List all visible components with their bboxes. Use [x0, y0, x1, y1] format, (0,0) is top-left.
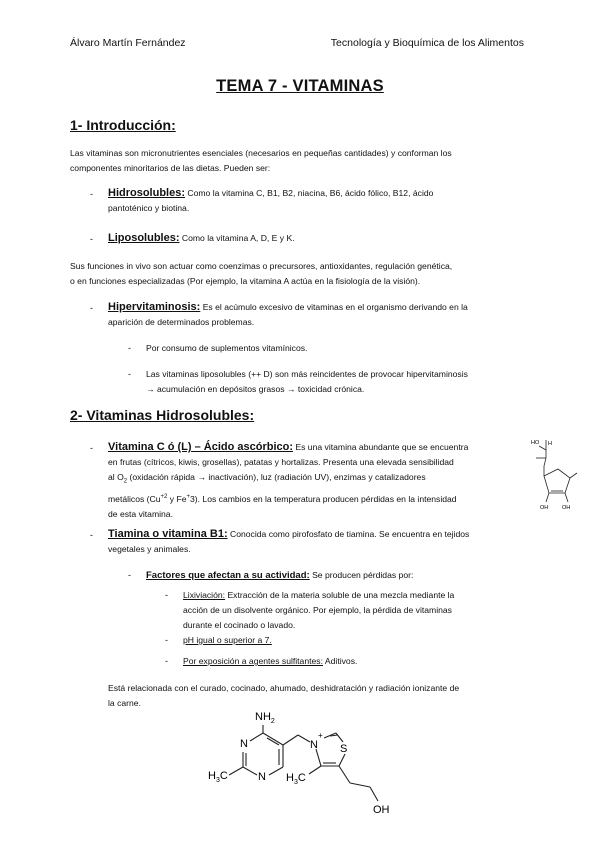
vitamin-c-item	[108, 440, 520, 522]
vitamin-c-text: Es una vitamina abundante que se encuentra	[295, 442, 469, 452]
ascorbic-oh-label: OH	[540, 505, 549, 511]
intro-paragraph	[70, 146, 452, 176]
bullet: -	[128, 369, 131, 379]
ascorbic-oh-label: OH	[562, 505, 571, 511]
factores-text: Se producen pérdidas por:	[312, 570, 414, 580]
intro-line: componentes minoritarios de las dietas. Pueden ser:	[70, 163, 271, 173]
bullet: -	[165, 635, 168, 645]
ascorbic-ho-label: HO	[531, 440, 540, 446]
tiamina-text: Conocida como pirofosfato de tiamina. Se encuentra en tejidos	[230, 529, 470, 539]
thiamine-n-label: N	[258, 771, 266, 783]
vitamin-c-text: de esta vitamina.	[108, 508, 173, 519]
bullet: -	[128, 343, 131, 353]
section1-heading: 1- Introducción:	[70, 117, 176, 133]
hipervitaminosis-text: Es el acúmulo excesivo de vitaminas en el organismo derivando en la	[202, 302, 468, 312]
thiamine-h3c-label: $H_3C$	[208, 770, 228, 784]
bullet: -	[128, 570, 131, 580]
hidrosolubles-item	[108, 186, 433, 216]
liposolubles-item	[108, 231, 295, 246]
lixiviacion-text: acción de un disolvente orgánico. Por ejemplo, la pérdida de vitaminas	[183, 605, 452, 615]
sub-item-liposolubles	[146, 367, 468, 397]
relation-line: Está relacionada con el curado, cocinado, ahumado, deshidratación y radiación ionizante de	[108, 683, 460, 693]
page-title: TEMA 7 - VITAMINAS	[216, 77, 384, 95]
lixiviacion-term: Lixiviación:	[183, 590, 226, 600]
bullet: -	[90, 234, 93, 244]
ascorbic-h-label: H	[548, 441, 552, 447]
vitamin-c-term: Vitamina C ó (L) – Ácido ascórbico:	[108, 441, 293, 453]
sulfitantes-item	[183, 654, 357, 669]
bullet: -	[165, 590, 168, 600]
vitamin-c-text: al $O_2$ (oxidación rápida → inactivación), luz (radiación UV), enzimas y catalizadores	[108, 472, 426, 485]
bullet: -	[90, 530, 93, 540]
sub-item-suplementos: Por consumo de suplementos vitamínicos.	[146, 343, 308, 353]
functions-paragraph	[70, 259, 452, 289]
hidrosolubles-text: Como la vitamina C, B1, B2, niacina, B6, ácido fólico, B12, ácido	[187, 188, 434, 198]
sulfitantes-text: Aditivos.	[324, 656, 358, 666]
tiamina-item	[108, 527, 469, 557]
tiamina-term: Tiamina o vitamina B1:	[108, 528, 228, 540]
thiamine-nplus-label: N	[310, 739, 318, 751]
liposolubles-text: Como la vitamina A, D, E y K.	[181, 233, 295, 243]
factores-item	[146, 568, 413, 583]
sulfitantes-term: Por exposición a agentes sulfitantes:	[183, 656, 323, 666]
hipervitaminosis-term: Hipervitaminosis:	[108, 301, 201, 313]
header-course: Tecnología y Bioquímica de los Alimentos	[330, 37, 524, 49]
vitamin-c-text: en frutas (cítricos, kiwis, grosellas), patatas y hortalizas. Presenta una elevada sensibilidad	[108, 457, 454, 467]
bullet: -	[90, 303, 93, 313]
thiamine-h3c-label: $H_3C$	[286, 772, 306, 786]
hidrosolubles-text: pantoténico y biotina.	[108, 203, 190, 213]
sub-item-line: → acumulación en depósitos grasos → toxicidad crónica.	[146, 384, 365, 394]
sub-item-line: Las vitaminas liposolubles (++ D) son más reincidentes de provocar hipervitaminosis	[146, 369, 468, 379]
vitamin-c-text: metálicos ($Cu^{+2}$ y Fe+3). Los cambios en la temperatura producen pérdidas en la intensidad	[108, 493, 457, 504]
lixiviacion-text: durante el cocinado o lavado.	[183, 620, 296, 630]
hipervitaminosis-item	[108, 300, 468, 330]
lixiviacion-item	[183, 588, 454, 633]
hipervitaminosis-text: aparición de determinados problemas.	[108, 317, 255, 327]
factores-term: Factores que afectan a su actividad:	[146, 570, 310, 581]
liposolubles-term: Liposolubles:	[108, 232, 180, 244]
bullet: -	[90, 189, 93, 199]
lixiviacion-text: Extracción de la materia soluble de una mezcla mediante la	[227, 590, 455, 600]
thiamine-s-label: S	[340, 743, 348, 755]
section2-heading: 2- Vitaminas Hidrosolubles:	[70, 407, 255, 423]
thiamine-n-label: N	[240, 738, 248, 750]
bullet: -	[165, 656, 168, 666]
ascorbic-acid-structure	[522, 436, 588, 514]
bullet: -	[90, 443, 93, 453]
intro-line: Las vitaminas son micronutrientes esenciales (necesarios en pequeñas cantidades) y conforman los	[70, 148, 452, 158]
ph-item: pH igual o superior a 7.	[183, 635, 272, 645]
header-author: Álvaro Martín Fernández	[70, 37, 186, 49]
thiamine-plus-label: +	[318, 731, 323, 740]
thiamine-nh2-label: $NH_2$	[255, 711, 275, 725]
functions-line: Sus funciones in vivo son actuar como coenzimas o precursores, antioxidantes, regulación genética,	[70, 261, 453, 271]
tiamina-text: vegetales y animales.	[108, 544, 191, 554]
hidrosolubles-term: Hidrosolubles:	[108, 187, 186, 199]
functions-line: o en funciones especializadas (Por ejemplo, la vitamina A actúa en la fisiología de la visión).	[70, 276, 421, 286]
thiamine-oh-label: OH	[373, 804, 390, 816]
relation-line: la carne.	[108, 698, 141, 708]
thiamine-structure	[200, 705, 410, 840]
